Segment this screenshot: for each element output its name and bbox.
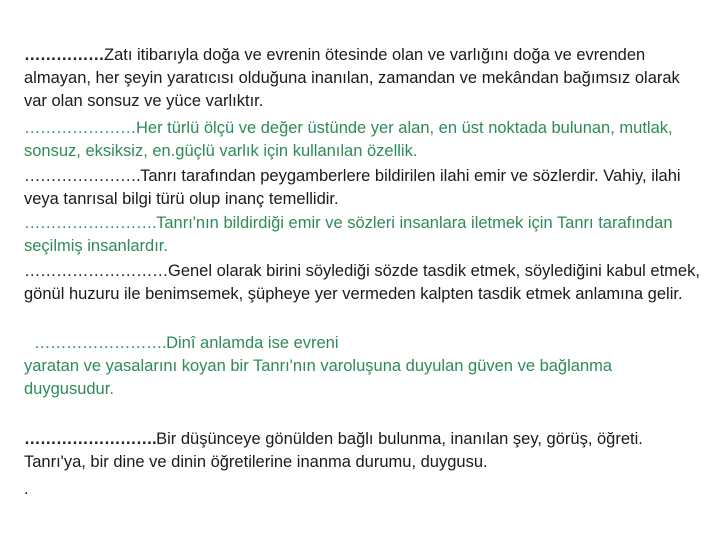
entry-3-blank: …………………. <box>24 167 141 185</box>
entry-7 <box>24 428 700 474</box>
entry-4-blank: ……………………. <box>24 214 157 232</box>
entry-5-blank: ……………………… <box>24 262 168 280</box>
entry-6-text-rest: yaratan ve yasalarını koyan bir Tanrı'nın varoluşuna duyulan güven ve bağlanma duygusudur. <box>24 357 613 398</box>
entry-1-blank: …………… <box>24 46 104 64</box>
entry-7-text: Bir düşünceye gönülden bağlı bulunma, inanılan şey, görüş, öğreti. Tanrı'ya, bir dine ve dinin öğretilerine inanma durumu, duygusu. <box>24 430 643 471</box>
entry-6-text-line1: Dinî anlamda ise evreni <box>166 334 339 352</box>
trailing-period: . <box>24 480 29 498</box>
entry-3 <box>24 165 700 211</box>
entry-1 <box>24 44 700 113</box>
entry-6-blank: ……………………. <box>34 334 167 352</box>
entry-4 <box>24 212 700 258</box>
entry-1-text: Zatı itibarıyla doğa ve evrenin ötesinde olan ve varlığını doğa ve evrenden almayan, her şeyin yaratıcısı olduğuna inanılan, zamandan ve mekândan bağımsız olarak var olan sonsuz ve yüce varlıktır. <box>24 46 680 110</box>
entry-6 <box>24 332 700 401</box>
entry-3-text: Tanrı tarafından peygamberlere bildirilen ilahi emir ve sözlerdir. Vahiy, ilahi veya tanrısal bilgi türü olup inanç temellidir. <box>24 167 681 208</box>
entry-5-text: Genel olarak birini söylediği sözde tasdik etmek, söylediğini kabul etmek, gönül huzuru ile benimsemek, şüpheye yer vermeden kalpten tasdik etmek anlamına gelir. <box>24 262 700 303</box>
entry-5 <box>24 260 700 306</box>
entry-7-blank: ……………………. <box>24 430 157 448</box>
entry-6-first-line <box>24 332 700 355</box>
entry-4-text: Tanrı'nın bildirdiği emir ve sözleri insanlara iletmek için Tanrı tarafından seçilmiş insanlardır. <box>24 214 673 255</box>
entry-2-text: Her türlü ölçü ve değer üstünde yer alan, en üst noktada bulunan, mutlak, sonsuz, eksiksiz, en.güçlü varlık için kullanılan özellik. <box>24 119 673 160</box>
entry-2 <box>24 117 700 163</box>
entry-2-blank: ………………… <box>24 119 136 137</box>
